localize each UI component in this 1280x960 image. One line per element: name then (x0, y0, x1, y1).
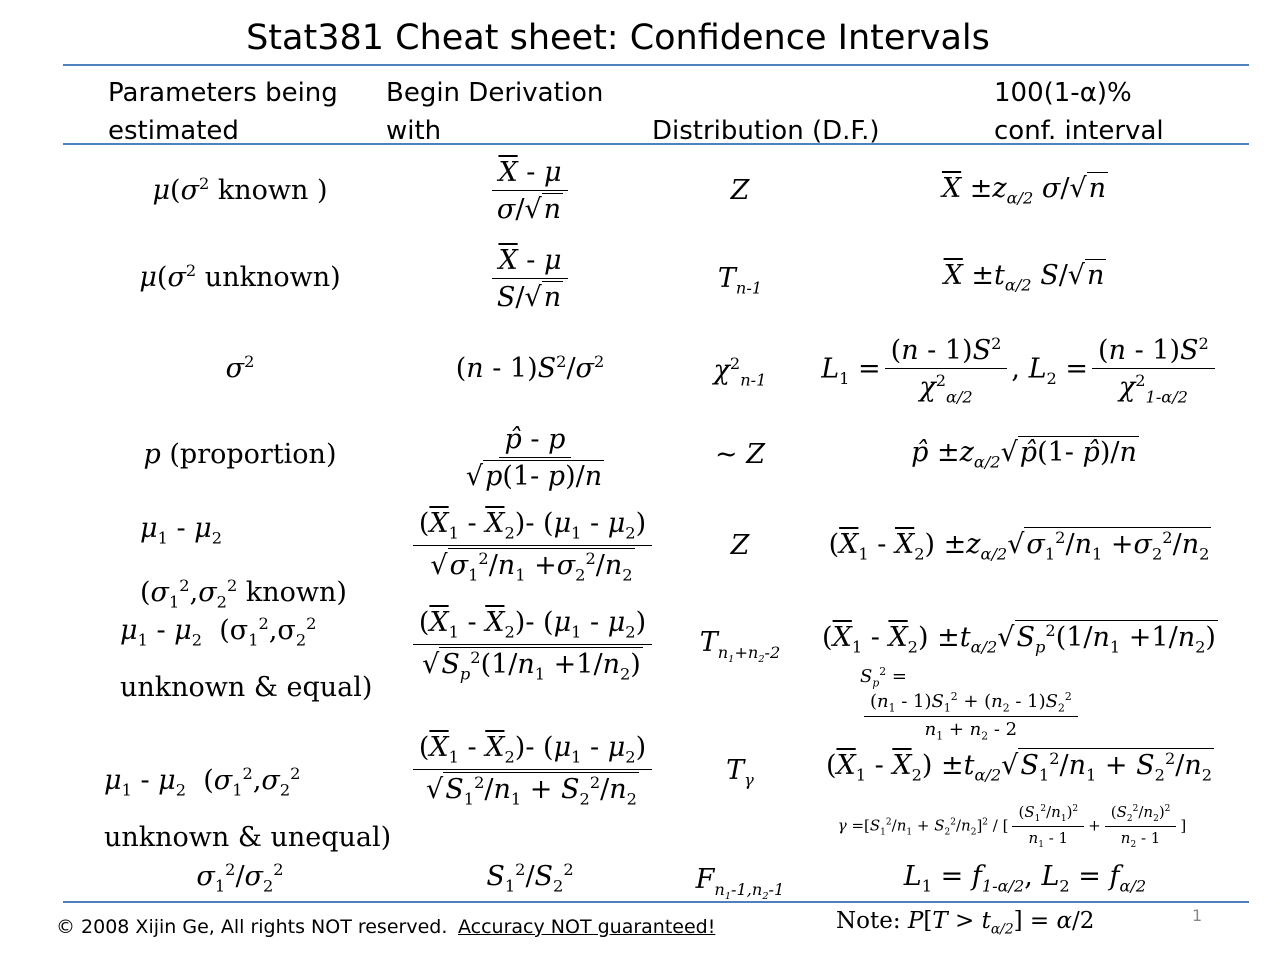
row3-parameter: $\sigma^2$ (225, 352, 255, 384)
row7-distribution: $T_\gamma$ (726, 754, 754, 790)
header-parameters-line1: Parameters being (108, 78, 338, 108)
row1-distribution: Z (730, 174, 750, 206)
row8-derivation: $S_1^2/S_2^2$ (486, 860, 574, 896)
row6-interval: $(\overline{X}_1 - \overline{X}_2) \pm t_{\alpha/2}√S_p^2(1/n_1 +1/n_2)$ (822, 620, 1216, 657)
row4-distribution: ~ Z (715, 438, 765, 470)
row5-parameter: $\mu_1 - \mu_2$ ($\sigma_1^2,\sigma_2^2$ known) (140, 513, 347, 612)
header-derivation-line1: Begin Derivation (386, 78, 604, 108)
row3-distribution: $\chi^2_{n-1}$ (713, 354, 767, 390)
row8-interval: $L_1 = f_{1-\alpha/2}$, $L_2 = f_{\alpha/2}$ (903, 860, 1147, 896)
row6-derivation: $\frac{(\overline{X}_1 - \overline{X}_2)- (\mu_1 - \mu_2)}{√S_p^2(1/n_1 +1/n_2)}$ (395, 596, 670, 694)
row1-parameter: $\mu(\sigma^2$ known ) (152, 174, 328, 206)
row1-derivation: $\frac{\overline{X} - \mu}{\sigma/√n}$ (430, 148, 630, 234)
row4-parameter: p (proportion) (143, 438, 337, 470)
header-interval-line1: 100(1-α)% (994, 78, 1132, 108)
row7-derivation: $\frac{(\overline{X}_1 - \overline{X}_2)- (\mu_1 - \mu_2)}{√S_1^2/n_1 + S_2^2/n_2}$ (395, 720, 670, 820)
footer-note: Note: $P[T > t_{\alpha/2}] = \alpha/2$ (836, 908, 1095, 938)
row4-derivation: $\frac{p̂ - p}{√p(1- p)/n}$ (465, 424, 603, 492)
row3-interval: $L_1$ = $\frac{(n - 1)S^2}{\chi^2_{\alpha/2}}$ , $L_2$ = $\frac{(n - 1)S^2}{\chi^2_{1-\alpha/2}}$ (820, 326, 1220, 414)
page-title: Stat381 Cheat sheet: Confidence Intervals (246, 18, 990, 58)
row7-interval: $(\overline{X}_1 - \overline{X}_2) \pm t_{\alpha/2}√S_1^2/n_1 + S_2^2/n_2$ (825, 748, 1213, 785)
row6-parameter: $\mu_1 - \mu_2$ ($\sigma_1^2,\sigma_2^2$ unknown & equal) (120, 614, 373, 704)
row8-distribution: $F_{n_1-1,n_2-1}$ (695, 864, 785, 902)
footer-disclaimer: Accuracy NOT guaranteed! (458, 916, 716, 938)
title-divider (63, 64, 1249, 66)
row2-derivation: $\frac{\overline{X} - \mu}{S/√n}$ (430, 236, 630, 322)
row2-parameter: $\mu(\sigma^2$ unknown) (139, 261, 341, 293)
header-interval (994, 74, 1164, 150)
header-derivation (386, 74, 603, 150)
header-distribution: Distribution (D.F.) (652, 116, 880, 146)
row2-interval: $\overline{X} \pm t_{\alpha/2}$ S/√n (943, 260, 1105, 295)
row2-distribution: $T_{n-1}$ (717, 262, 763, 298)
row5-interval: $(\overline{X}_1 - \overline{X}_2) \pm z_{\alpha/2}√\sigma_1^2/n_1 +\sigma_2^2/n_2$ (828, 527, 1210, 564)
row8-parameter: $\sigma_1^2/\sigma_2^2$ (196, 860, 284, 896)
row3-derivation: $(n - 1)S^2/\sigma^2$ (455, 352, 605, 384)
header-interval-line2: conf. interval (994, 116, 1164, 146)
row6-pooled-variance: $S_p^2$ = $\frac{(n_1 - 1)S_1^2 + (n_2 - 1)S_2^2}{n_1 + n_2 - 2}$ (860, 672, 1110, 736)
footer-copyright: © 2008 Xijin Ge, All rights NOT reserved. (56, 916, 448, 938)
header-parameters-line2: estimated (108, 116, 239, 146)
header-derivation-line2: with (386, 116, 442, 146)
row5-distribution: Z (730, 529, 750, 561)
row7-parameter: $\mu_1 - \mu_2$ ($\sigma_1^2,\sigma_2^2$ unknown & unequal) (104, 764, 392, 854)
row1-interval: $\overline{X} \pm z_{\alpha/2}$ σ/√n (941, 173, 1107, 208)
page-number: 1 (1192, 906, 1203, 925)
header-parameters (108, 74, 338, 150)
row4-interval: p̂ $\pm z_{\alpha/2}√p̂(1-$ p̂)/n (911, 437, 1137, 472)
row5-derivation: $\frac{(\overline{X}_1 - \overline{X}_2)- (\mu_1 - \mu_2)}{√\sigma_1^2/n_1 +\sigma_2^2/n_2}$ (395, 500, 670, 592)
row6-distribution: $T_{n_1+n_2-2}$ (699, 627, 781, 665)
row7-welch-df: $\gamma =[S_1^2/n_1 + S_2^2/n_2]^2$ / [ $\frac{(S_1^2/n_1)^2}{n_1 - 1}$ + $\frac{(S_2^2/n_2)^2}{n_2 - 1}$ ] (837, 802, 1187, 850)
